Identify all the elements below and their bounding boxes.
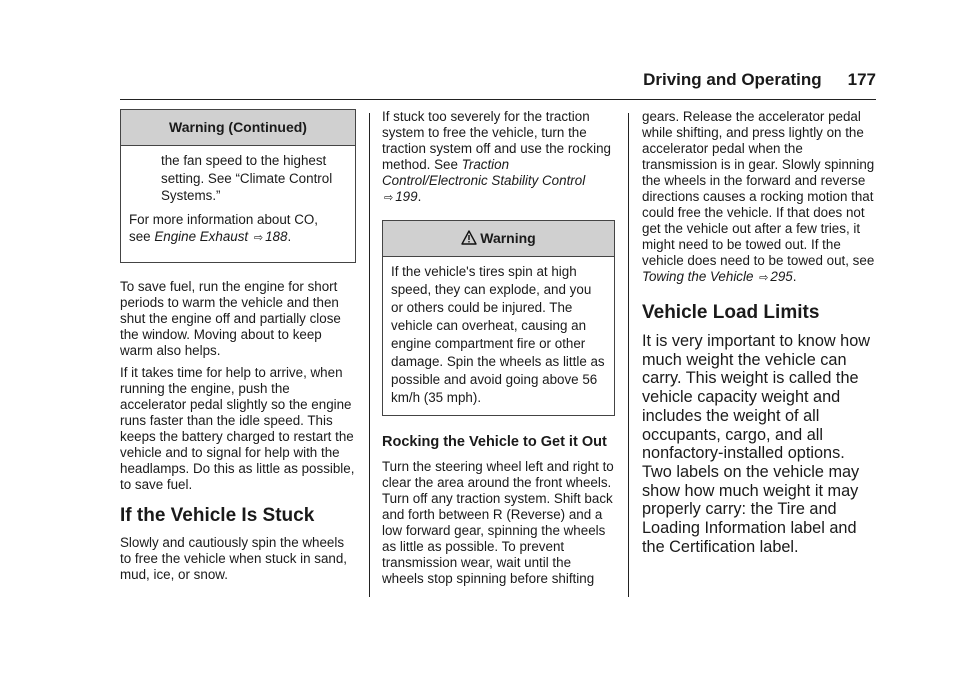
- page-ref-arrow-icon: ⇨: [253, 232, 264, 244]
- column-1: [120, 109, 356, 589]
- paragraph-help-arrive: If it takes time for help to arrive, when running the engine, push the accelerator pedal slightly so the engine runs faster than the idle speed. This keeps the battery charged to restart the vehicle and to signal for help with the headlamps. Do this as little as possible, to save fuel.: [120, 364, 355, 492]
- heading-load-limits: Vehicle Load Limits: [642, 302, 820, 323]
- paragraph-load-limits: It is very important to know how much weight the vehicle can carry. This weight is called the vehicle capacity weight and includes the weight of all occupants, cargo, and all nonfactory-installed options. Two labels on the vehicle may show how much weight it may properly carry: the Tire and Loading Information label and the Certification label.: [642, 332, 871, 556]
- paragraph-spin-wheels: Slowly and cautiously spin the wheels to free the vehicle when stuck in sand, mud, ice, or snow.: [120, 534, 348, 582]
- subheading-rocking: Rocking the Vehicle to Get it Out: [382, 434, 607, 450]
- warning-indent-text: the fan speed to the highest setting. See “Climate Control Systems.”: [161, 153, 333, 203]
- paragraph-save-fuel: To save fuel, run the engine for short periods to warm the vehicle and then shut the engine off and partially close the window. Moving about to keep warm also helps.: [120, 278, 341, 358]
- warning-continued-title: Warning (Continued): [121, 110, 355, 146]
- paragraph-gears: gears. Release the accelerator pedal while shifting, and press lightly on the accelerator pedal when the transmission is in gear. Slowly spinning the wheels in the forward and reverse directions causes a rocking motion that could free the vehicle. If that does not get the vehicle out after a few tries, it might need to be towed out. If the vehicle does need to be towed out, see Towing the Vehicle ⇨ 295.: [642, 109, 875, 284]
- heading-vehicle-stuck: If the Vehicle Is Stuck: [120, 504, 315, 526]
- page-ref-arrow-icon: ⇨: [759, 272, 769, 284]
- column-divider-2: [628, 113, 629, 597]
- traction-control-page[interactable]: 199: [395, 189, 418, 204]
- column-3: [642, 109, 876, 562]
- warning-triangle-icon: [461, 230, 477, 245]
- page-number: 177: [847, 70, 876, 89]
- column-divider-1: [369, 113, 370, 597]
- paragraph-stuck-severe: If stuck too severely for the traction system to free the vehicle, turn the traction system off and use the rocking method. See Traction Control/Electronic Stability Control ⇨ 199.: [382, 109, 612, 204]
- towing-vehicle-page[interactable]: 295: [770, 269, 793, 284]
- section-title: Driving and Operating: [643, 70, 822, 89]
- warning-box: [382, 220, 615, 416]
- towing-vehicle-link[interactable]: Towing the Vehicle: [642, 269, 754, 284]
- header-rule: [120, 99, 876, 100]
- page-header: [632, 70, 876, 90]
- warning-title: Warning: [383, 221, 614, 257]
- engine-exhaust-page[interactable]: 188: [265, 229, 288, 244]
- warning-continued-box: [120, 109, 356, 263]
- co-info: For more information about CO, see Engine Exhaust ⇨ 188.: [129, 211, 319, 244]
- warning-body: If the vehicle's tires spin at high speed, they can explode, and you or others could be injured. The vehicle can overheat, causing an engine compartment fire or other damage. Spin the wheels as little as possible and avoid going above 56 km/h (35 mph).: [391, 264, 605, 405]
- paragraph-rocking: Turn the steering wheel left and right to clear the area around the front wheels. Turn off any traction system. Shift back and forth between R (Reverse) and a low forward gear, spinning the wheels as little as possible. To prevent transmission wear, wait until the wheels stop spinning before shifting: [382, 459, 614, 586]
- warning-continued-body: [121, 146, 355, 262]
- column-2: [382, 109, 615, 593]
- page-ref-arrow-icon: ⇨: [384, 192, 394, 204]
- engine-exhaust-link[interactable]: Engine Exhaust: [154, 229, 249, 244]
- traction-control-link[interactable]: Traction Control/Electronic Stability Control: [382, 157, 586, 188]
